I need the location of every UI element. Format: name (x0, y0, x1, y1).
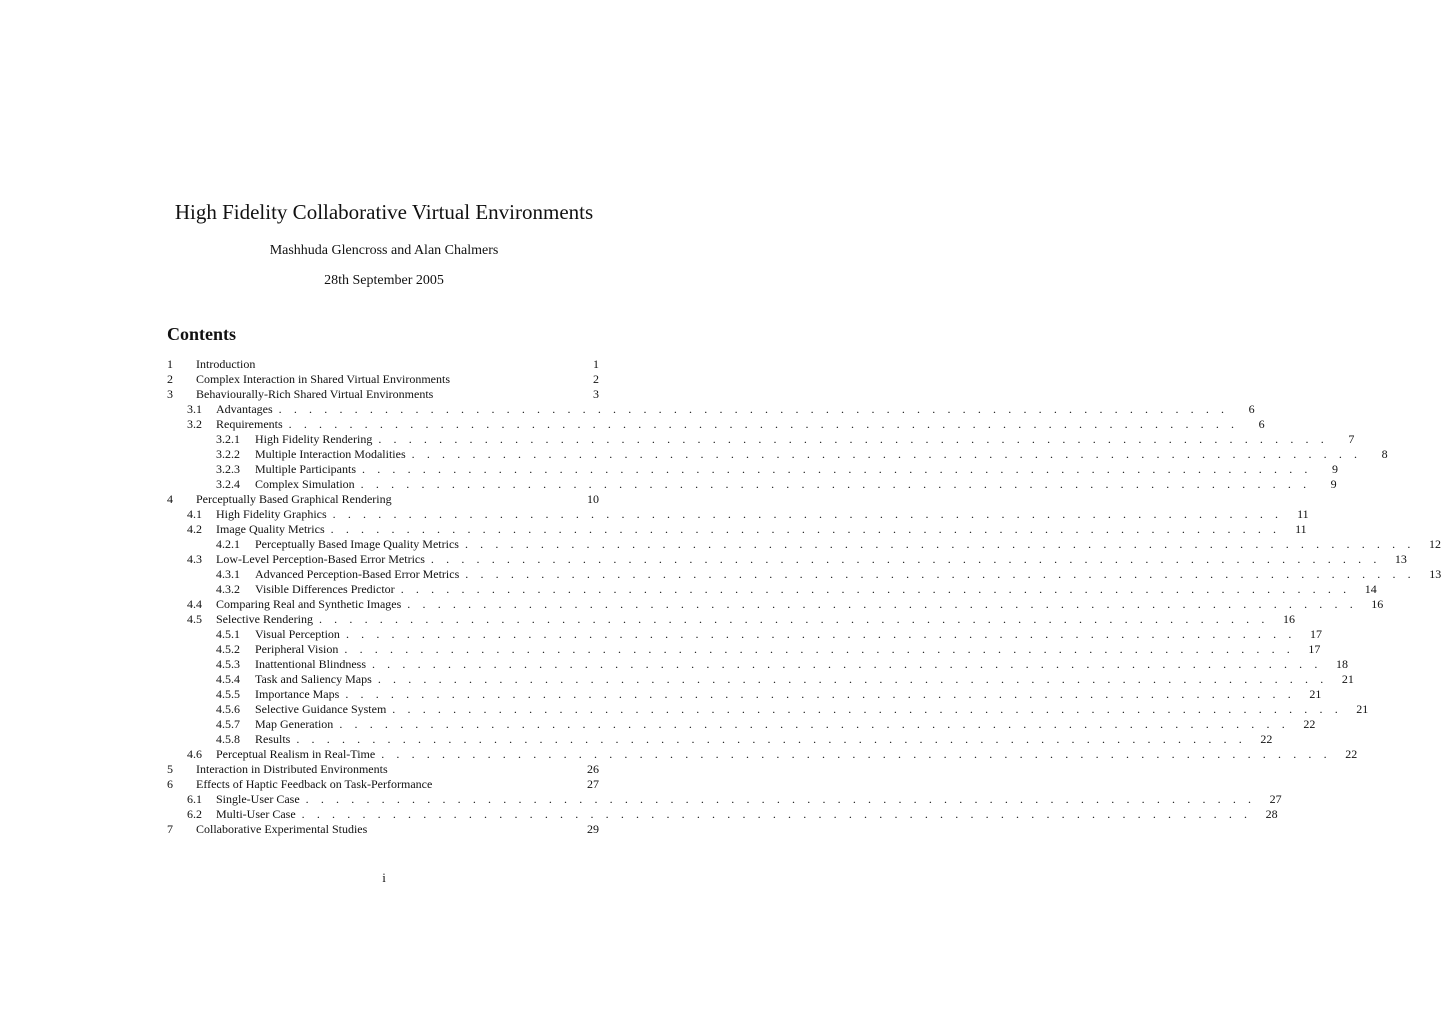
toc-dot-leader: . . . . . . . . . . . . . . . . . . . . . . . . . . . . . . . . . . . . . . . . . . . . . . . . . . . . . . . . . . . . . . . (464, 537, 1415, 551)
toc-entry[interactable] (167, 747, 1358, 762)
toc-entry[interactable] (167, 732, 1273, 747)
toc-entry-number: 1 (167, 357, 173, 371)
toc-entry[interactable] (167, 777, 599, 792)
toc-entry-number: 4.5.1 (216, 627, 240, 641)
toc-entry-title: Multi-User Case (216, 807, 296, 821)
toc-entry[interactable] (167, 492, 599, 507)
toc-entry-title: Selective Rendering (216, 612, 313, 626)
toc-entry-number: 4 (167, 492, 173, 506)
toc-entry[interactable] (167, 447, 1388, 462)
toc-entry-title: Low-Level Perception-Based Error Metrics (216, 552, 425, 566)
toc-entry-title: Multiple Participants (255, 462, 356, 476)
toc-entry-title: Advanced Perception-Based Error Metrics (255, 567, 460, 581)
toc-entry-page: 11 (1295, 522, 1307, 536)
toc-dot-leader: . . . . . . . . . . . . . . . . . . . . . . . . . . . . . . . . . . . . . . . . . . . . . . . . . . . . . . . . . . . . . . . (377, 672, 1328, 686)
toc-entry-page: 7 (1348, 432, 1355, 446)
toc-entry[interactable] (167, 552, 1407, 567)
toc-entry-title: Requirements (216, 417, 283, 431)
toc-dot-leader: . . . . . . . . . . . . . . . . . . . . . . . . . . . . . . . . . . . . . . . . . . . . . . . . . . . . . . . . . . . . . . . (305, 792, 1256, 806)
toc-dot-leader: . . . . . . . . . . . . . . . . . . . . . . . . . . . . . . . . . . . . . . . . . . . . . . . . . . . . . . . . . . . . . . . (407, 597, 1358, 611)
toc-entry-number: 6 (167, 777, 173, 791)
toc-entry[interactable] (167, 357, 599, 372)
toc-entry-title: Inattentional Blindness (255, 657, 366, 671)
toc-dot-leader: . . . . . . . . . . . . . . . . . . . . . . . . . . . . . . . . . . . . . . . . . . . . . . . . . . . . . . . . . . . . . . . (296, 732, 1247, 746)
toc-entry-number: 4.5.6 (216, 702, 240, 716)
toc-dot-leader: . . . . . . . . . . . . . . . . . . . . . . . . . . . . . . . . . . . . . . . . . . . . . . . . . . . . . . . . . . . . . . . (371, 657, 1322, 671)
toc-dot-leader: . . . . . . . . . . . . . . . . . . . . . . . . . . . . . . . . . . . . . . . . . . . . . . . . . . . . . . . . . . . . . . . (360, 477, 1311, 491)
toc-entry-title: Perceptually Based Graphical Rendering (196, 492, 392, 506)
toc-entry-title: Selective Guidance System (255, 702, 387, 716)
toc-entry[interactable] (167, 387, 599, 402)
publication-date: 28th September 2005 (324, 273, 444, 288)
toc-entry-page: 21 (1341, 672, 1354, 686)
toc-entry-page: 22 (1260, 732, 1273, 746)
toc-entry-page: 8 (1381, 447, 1388, 461)
toc-entry[interactable] (167, 762, 599, 777)
toc-entry[interactable] (167, 642, 1321, 657)
toc-entry-page: 6 (1258, 417, 1265, 431)
toc-entry[interactable] (167, 627, 1322, 642)
toc-dot-leader: . . . . . . . . . . . . . . . . . . . . . . . . . . . . . . . . . . . . . . . . . . . . . . . . . . . . . . . . . . . . . . . (465, 567, 1416, 581)
toc-entry-number: 4.4 (187, 597, 202, 611)
toc-entry-page: 10 (587, 492, 599, 506)
toc-entry-page: 2 (593, 372, 599, 386)
toc-entry-number: 5 (167, 762, 173, 776)
toc-entry-title: High Fidelity Graphics (216, 507, 327, 521)
toc-entry-number: 3.2.3 (216, 462, 240, 476)
toc-entry-number: 3 (167, 387, 173, 401)
toc-entry-number: 3.1 (187, 402, 202, 416)
toc-dot-leader: . . . . . . . . . . . . . . . . . . . . . . . . . . . . . . . . . . . . . . . . . . . . . . . . . . . . . . . . . . . . . . . (400, 582, 1351, 596)
toc-entry[interactable] (167, 657, 1348, 672)
toc-entry-title: High Fidelity Rendering (255, 432, 373, 446)
toc-entry-page: 13 (1429, 567, 1441, 581)
toc-entry-page: 22 (1345, 747, 1358, 761)
toc-entry-page: 9 (1330, 477, 1337, 491)
toc-entry-page: 17 (1308, 642, 1321, 656)
toc-entry-number: 6.1 (187, 792, 202, 806)
toc-entry[interactable] (167, 702, 1369, 717)
toc-dot-leader: . . . . . . . . . . . . . . . . . . . . . . . . . . . . . . . . . . . . . . . . . . . . . . . . . . . . . . . . . . . . . . . (332, 507, 1283, 521)
toc-dot-leader: . . . . . . . . . . . . . . . . . . . . . . . . . . . . . . . . . . . . . . . . . . . . . . . . . . . . . . . . . . . . . . . (411, 447, 1362, 461)
toc-entry[interactable] (167, 807, 1278, 822)
toc-dot-leader: . . . . . . . . . . . . . . . . . . . . . . . . . . . . . . . . . . . . . . . . . . . . . . . . . . . . . . . . . . . . . . . (278, 402, 1229, 416)
toc-entry-number: 7 (167, 822, 173, 836)
toc-entry-page: 27 (1269, 792, 1282, 806)
toc-entry-title: Effects of Haptic Feedback on Task-Performance (196, 777, 433, 791)
toc-entry-page: 9 (1332, 462, 1338, 476)
toc-dot-leader: . . . . . . . . . . . . . . . . . . . . . . . . . . . . . . . . . . . . . . . . . . . . . . . . . . . . . . . . . . . . . . . (345, 627, 1296, 641)
toc-entry-title: Map Generation (255, 717, 334, 731)
toc-entry-number: 4.3.1 (216, 567, 240, 581)
document-title: High Fidelity Collaborative Virtual Environments (174, 200, 594, 224)
toc-entry-title: Advantages (216, 402, 273, 416)
contents-heading: Contents (167, 324, 237, 344)
toc-entry-number: 2 (167, 372, 173, 386)
toc-dot-leader: . . . . . . . . . . . . . . . . . . . . . . . . . . . . . . . . . . . . . . . . . . . . . . . . . . . . . . . . . . . . . . . (318, 612, 1269, 626)
toc-entry-title: Behaviourally-Rich Shared Virtual Environments (196, 387, 434, 401)
toc-entry-page: 18 (1335, 657, 1348, 671)
toc-entry-title: Perceptual Realism in Real-Time (216, 747, 376, 761)
toc-entry-page: 26 (587, 762, 599, 776)
toc-entry[interactable] (167, 597, 1384, 612)
toc-entry[interactable] (167, 792, 1282, 807)
toc-dot-leader: . . . . . . . . . . . . . . . . . . . . . . . . . . . . . . . . . . . . . . . . . . . . . . . . . . . . . . . . . . . . . . . (339, 717, 1290, 731)
toc-entry-page: 6 (1248, 402, 1255, 416)
toc-entry-number: 4.5.3 (216, 657, 240, 671)
toc-entry-number: 4.5.8 (216, 732, 240, 746)
toc-entry-title: Task and Saliency Maps (255, 672, 372, 686)
toc-entry-page: 21 (1356, 702, 1369, 716)
toc-entry-title: Perceptually Based Image Quality Metrics (255, 537, 459, 551)
toc-entry[interactable] (167, 822, 599, 837)
toc-entry-page: 1 (593, 357, 599, 371)
toc-entry[interactable] (167, 612, 1295, 627)
toc-entry[interactable] (167, 537, 1441, 552)
toc-entry-title: Results (255, 732, 291, 746)
toc-entry[interactable] (167, 462, 1338, 477)
toc-dot-leader: . . . . . . . . . . . . . . . . . . . . . . . . . . . . . . . . . . . . . . . . . . . . . . . . . . . . . . . . . . . . . . . (301, 807, 1252, 821)
page-number: i (382, 870, 386, 885)
toc-dot-leader: . . . . . . . . . . . . . . . . . . . . . . . . . . . . . . . . . . . . . . . . . . . . . . . . . . . . . . . . . . . . . . . (381, 747, 1332, 761)
toc-entry-number: 4.5.2 (216, 642, 240, 656)
toc-entry-page: 28 (1265, 807, 1278, 821)
toc-entry-title: Multiple Interaction Modalities (255, 447, 406, 461)
toc-entry-number: 4.5 (187, 612, 202, 626)
toc-entry[interactable] (167, 477, 1337, 492)
table-of-contents (167, 357, 1441, 837)
toc-entry-page: 22 (1303, 717, 1316, 731)
toc-dot-leader: . . . . . . . . . . . . . . . . . . . . . . . . . . . . . . . . . . . . . . . . . . . . . . . . . . . . . . . . . . . . . . . (362, 462, 1312, 476)
toc-entry-number: 4.5.7 (216, 717, 240, 731)
toc-entry-title: Visible Differences Predictor (255, 582, 395, 596)
toc-entry-number: 4.2.1 (216, 537, 240, 551)
toc-entry-page: 13 (1394, 552, 1407, 566)
toc-entry-page: 12 (1428, 537, 1441, 551)
toc-entry-page: 16 (1282, 612, 1295, 626)
toc-entry-number: 4.3 (187, 552, 202, 566)
toc-dot-leader: . . . . . . . . . . . . . . . . . . . . . . . . . . . . . . . . . . . . . . . . . . . . . . . . . . . . . . . . . . . . . . . (378, 432, 1329, 446)
toc-entry-number: 3.2.2 (216, 447, 240, 461)
toc-entry-title: Visual Perception (255, 627, 340, 641)
toc-entry-title: Interaction in Distributed Environments (196, 762, 388, 776)
toc-entry-page: 27 (587, 777, 599, 791)
toc-entry-page: 11 (1297, 507, 1309, 521)
toc-entry-page: 29 (587, 822, 599, 836)
toc-entry[interactable] (167, 432, 1355, 447)
toc-entry-page: 17 (1309, 627, 1322, 641)
toc-entry-page: 14 (1364, 582, 1377, 596)
authors: Mashhuda Glencross and Alan Chalmers (269, 243, 499, 258)
toc-entry-title: Complex Simulation (255, 477, 355, 491)
toc-dot-leader: . . . . . . . . . . . . . . . . . . . . . . . . . . . . . . . . . . . . . . . . . . . . . . . . . . . . . . . . . . . . . . . (345, 687, 1296, 701)
toc-entry-number: 6.2 (187, 807, 202, 821)
toc-entry-title: Collaborative Experimental Studies (196, 822, 368, 836)
toc-entry-title: Image Quality Metrics (216, 522, 325, 536)
toc-entry-number: 4.5.5 (216, 687, 240, 701)
toc-dot-leader: . . . . . . . . . . . . . . . . . . . . . . . . . . . . . . . . . . . . . . . . . . . . . . . . . . . . . . . . . . . . . . . (392, 702, 1343, 716)
toc-entry-title: Peripheral Vision (255, 642, 339, 656)
toc-entry[interactable] (167, 417, 1265, 432)
toc-entry-title: Single-User Case (216, 792, 300, 806)
toc-entry[interactable] (167, 507, 1309, 522)
toc-entry[interactable] (167, 372, 599, 387)
toc-entry-number: 4.2 (187, 522, 202, 536)
toc-entry-number: 4.6 (187, 747, 202, 761)
toc-dot-leader: . . . . . . . . . . . . . . . . . . . . . . . . . . . . . . . . . . . . . . . . . . . . . . . . . . . . . . . . . . . . . . . (344, 642, 1295, 656)
toc-entry[interactable] (167, 672, 1354, 687)
toc-entry[interactable] (167, 402, 1255, 417)
toc-entry-title: Comparing Real and Synthetic Images (216, 597, 402, 611)
toc-entry-title: Introduction (196, 357, 256, 371)
toc-entry-number: 4.1 (187, 507, 202, 521)
toc-entry-title: Complex Interaction in Shared Virtual Environments (196, 372, 451, 386)
toc-entry[interactable] (167, 522, 1307, 537)
toc-dot-leader: . . . . . . . . . . . . . . . . . . . . . . . . . . . . . . . . . . . . . . . . . . . . . . . . . . . . . . . . . . . . . . . (330, 522, 1281, 536)
toc-entry-number: 4.5.4 (216, 672, 240, 686)
toc-entry-number: 3.2.1 (216, 432, 240, 446)
toc-dot-leader: . . . . . . . . . . . . . . . . . . . . . . . . . . . . . . . . . . . . . . . . . . . . . . . . . . . . . . . . . . . . . . . (430, 552, 1381, 566)
toc-entry-page: 21 (1309, 687, 1322, 701)
toc-entry[interactable] (167, 567, 1441, 582)
toc-entry[interactable] (167, 582, 1377, 597)
toc-entry[interactable] (167, 717, 1316, 732)
toc-entry-page: 16 (1371, 597, 1384, 611)
toc-entry-title: Importance Maps (255, 687, 340, 701)
toc-entry-number: 3.2 (187, 417, 202, 431)
toc-entry-number: 4.3.2 (216, 582, 240, 596)
toc-dot-leader: . . . . . . . . . . . . . . . . . . . . . . . . . . . . . . . . . . . . . . . . . . . . . . . . . . . . . . . . . . . . . . . (288, 417, 1239, 431)
toc-entry-page: 3 (593, 387, 599, 401)
toc-entry[interactable] (167, 687, 1322, 702)
toc-entry-number: 3.2.4 (216, 477, 240, 491)
